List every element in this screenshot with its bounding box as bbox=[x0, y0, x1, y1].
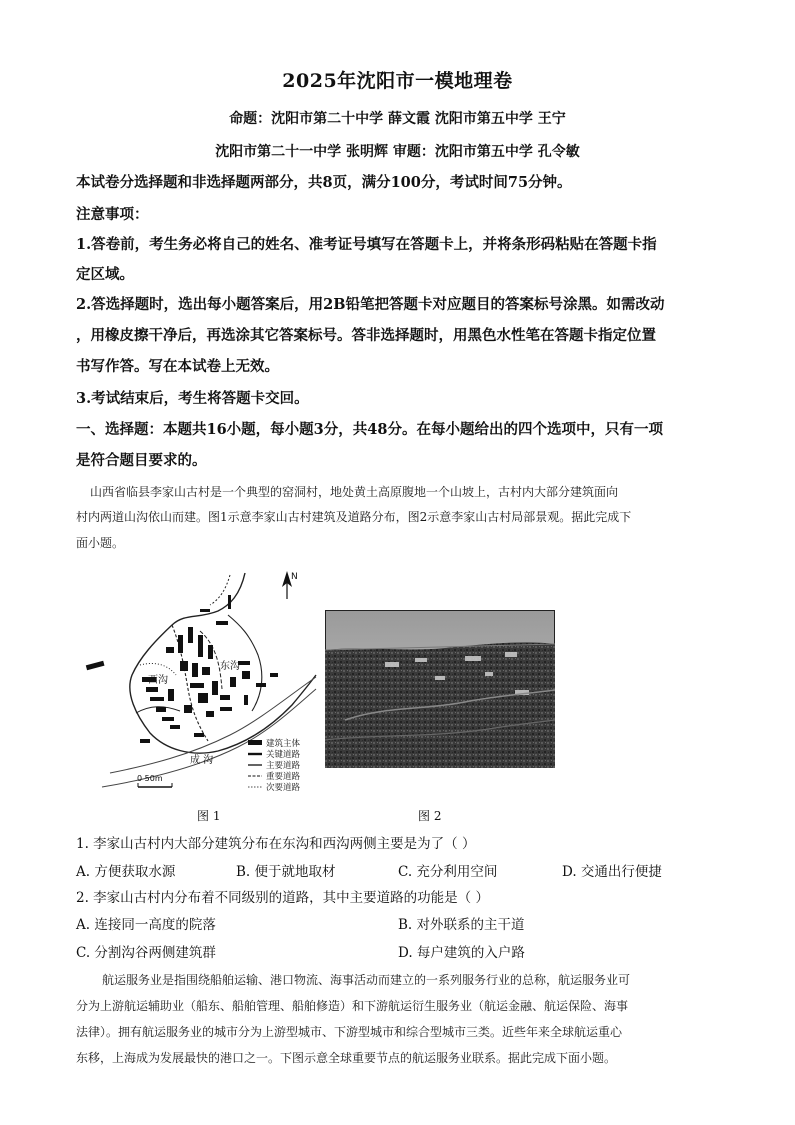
authors-line-2: 沈阳市第二十一中学 张明辉 审题：沈阳市第五中学 孔令敏 bbox=[215, 144, 580, 160]
passage-1-line-2: 村内两道山沟依山而建。图1示意李家山古村建筑及道路分布，图2示意李家山古村局部景观。据此完成下 bbox=[76, 510, 632, 524]
notice-item-1-line-2: 定区域。 bbox=[76, 266, 134, 283]
figure-2-caption: 图 2 bbox=[418, 809, 442, 823]
legend-item: 主要道路 bbox=[266, 761, 301, 771]
question-2-stem: 2. 李家山古村内分布着不同级别的道路，其中主要道路的功能是（ ） bbox=[76, 890, 489, 906]
q1-option-d[interactable]: D. 交通出行便捷 bbox=[562, 864, 662, 880]
building-blocks bbox=[86, 595, 278, 743]
passage-2-line-4: 东移，上海成为发展最快的港口之一。下图示意全球重要节点的航运服务业联系。据此完成下面小题。 bbox=[76, 1051, 617, 1065]
authors-line-1: 命题：沈阳市第二十中学 薛文霞 沈阳市第五中学 王宁 bbox=[229, 111, 566, 127]
passage-1-line-1: 山西省临县李家山古村是一个典型的窑洞村，地处黄土高原腹地一个山坡上，古村内大部分建筑面向 bbox=[90, 485, 619, 499]
map-legend bbox=[248, 738, 301, 793]
notice-item-2-line-2: ，用橡皮擦干净后，再选涂其它答案标号。答非选择题时，用黑色水性笔在答题卡指定位置 bbox=[76, 327, 656, 344]
q1-option-c[interactable]: C. 充分利用空间 bbox=[398, 864, 498, 880]
notice-heading: 注意事项： bbox=[76, 206, 149, 223]
passage-2-line-1: 航运服务业是指围绕船舶运输、港口物流、海事活动而建立的一系列服务行业的总称，航运服务业可 bbox=[102, 973, 631, 987]
legend-item: 关键道路 bbox=[266, 750, 301, 760]
label-cheng-gully: 成 沟 bbox=[190, 755, 214, 766]
q2-option-b[interactable]: B. 对外联系的主干道 bbox=[398, 917, 525, 933]
label-east-gully: 东沟 bbox=[220, 661, 240, 672]
section-1-line-2: 是符合题目要求的。 bbox=[76, 452, 207, 469]
q2-option-d[interactable]: D. 每户建筑的入户路 bbox=[398, 945, 525, 961]
legend-item: 次要道路 bbox=[266, 783, 301, 793]
q2-option-a[interactable]: A. 连接同一高度的院落 bbox=[76, 917, 216, 933]
legend-item: 重要道路 bbox=[266, 772, 301, 782]
question-1-stem: 1. 李家山古村内大部分建筑分布在东沟和西沟两侧主要是为了（ ） bbox=[76, 836, 476, 852]
figure-2-landscape-photo bbox=[325, 610, 555, 768]
north-label: N bbox=[291, 572, 298, 582]
section-1-line-1: 一、选择题：本题共16小题，每小题3分，共48分。在每小题给出的四个选项中，只有一项 bbox=[76, 421, 663, 438]
passage-2-line-3: 法律）。拥有航运服务业的城市分为上游型城市、下游型城市和综合型城市三类。近些年来全球航运重心 bbox=[76, 1025, 623, 1039]
label-west-gully: 西沟 bbox=[148, 675, 168, 686]
q1-option-a[interactable]: A. 方便获取水源 bbox=[76, 864, 176, 880]
passage-1-line-3: 面小题。 bbox=[76, 536, 125, 550]
passage-2-line-2: 分为上游航运辅助业（船东、船舶管理、船舶修造）和下游航运衍生服务业（航运金融、航运保险、海事 bbox=[76, 999, 629, 1013]
exam-intro: 本试卷分选择题和非选择题两部分，共8页，满分100分，考试时间75分钟。 bbox=[76, 174, 572, 191]
figure-1-village-map bbox=[80, 565, 320, 805]
notice-item-2-line-3: 书写作答。写在本试卷上无效。 bbox=[76, 358, 279, 375]
q1-option-b[interactable]: B. 便于就地取材 bbox=[236, 864, 336, 880]
svg-text:0 50m: 0 50m bbox=[137, 774, 163, 783]
exam-title: 2025年沈阳市一模地理卷 bbox=[282, 70, 513, 92]
notice-item-2-line-1: 2.答选择题时，选出每小题答案后，用2B铅笔把答题卡对应题目的答案标号涂黑。如需改动 bbox=[76, 296, 665, 313]
north-arrow-icon bbox=[282, 571, 298, 599]
scale-bar bbox=[137, 774, 172, 787]
notice-item-3: 3.考试结束后，考生将答题卡交回。 bbox=[76, 390, 309, 407]
legend-item: 建筑主体 bbox=[266, 739, 301, 749]
notice-item-1-line-1: 1.答卷前，考生务必将自己的姓名、准考证号填写在答题卡上，并将条形码粘贴在答题卡指 bbox=[76, 236, 657, 253]
figure-1-caption: 图 1 bbox=[197, 809, 221, 823]
q2-option-c[interactable]: C. 分割沟谷两侧建筑群 bbox=[76, 945, 216, 961]
